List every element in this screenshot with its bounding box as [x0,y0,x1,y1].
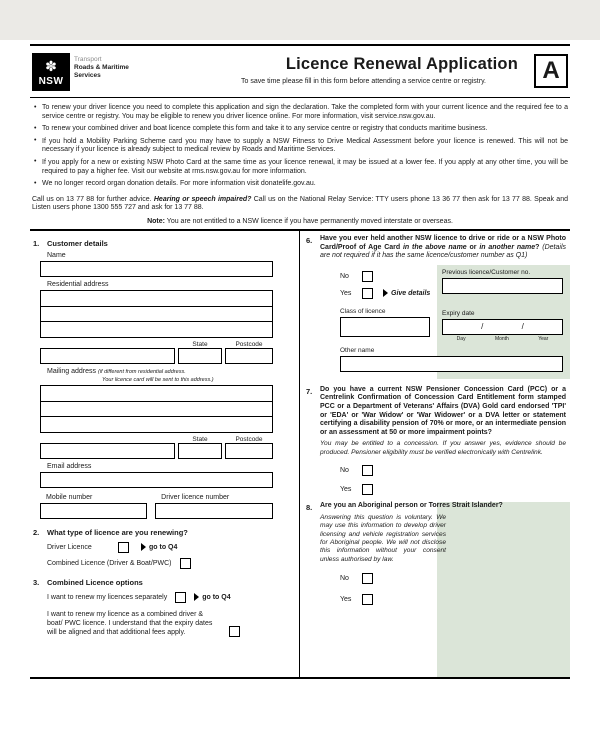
q7-no-label: No [340,467,349,475]
question-6 [306,235,570,379]
q7-title: Do you have a current NSW Pensioner Concession Card (PCC) or a Centrelink Confirmation of Concession Card Entitlement form stamped PCC or a Department of Veterans' Affairs (DVA) Gold card endorsed 'TPI' or 'EDA' or 'War Widow' or 'War Widower' or a DVA letter or statement certifying a disability pension of 70% or more, or an intermediate pension or an assessment at 50 or more impairment points? [320,385,566,436]
driver-licence-checkbox[interactable] [118,542,129,553]
previous-licence-input[interactable] [442,278,563,294]
logo-org-text [74,53,129,91]
q6-no-checkbox[interactable] [362,271,373,282]
logo-line-services: Services [74,72,101,79]
q6-number: 6. [306,235,313,245]
email-input[interactable] [40,472,273,488]
q7-yes-label: Yes [340,486,352,494]
q8-yes-label: Yes [340,596,352,604]
state-label: State [192,340,208,348]
q7-note: You may be entitled to a concession. If you answer yes, evidence should be produced. Pensioner eligibility must be verified electronically with Centrelink. [320,440,566,456]
form-header [30,46,570,98]
address-line[interactable] [41,417,272,432]
waratah-icon [45,58,57,76]
q3-header [33,578,273,587]
nsw-logo-text: NSW [38,75,64,87]
q8-no-row [340,573,570,584]
q1-title: Customer details [47,238,108,248]
mobile-number-input[interactable] [40,503,147,519]
call-us-text-2: Call us on the National Relay Service: TTY users phone 13 36 77 then ask for 13 77 88. Speak and Listen users phone 1300 555 727 and ask for 13 77 88. [32,195,568,212]
residential-address-label: Residential address [47,280,109,288]
state-label: State [192,435,208,443]
mailing-address-label: Mailing address [47,367,97,375]
driver-licence-number-input[interactable] [155,503,273,519]
bullet-photo-card: • If you apply for a new or existing NSW Photo Card at the same time as your licence renewal, it may be issued at a lower fee. If you apply at any other time, you will be required to pay a higher fee. Visit our website at rms.nsw.gov.au for more information. [32,159,568,176]
q2-number: 2. [33,527,40,537]
mailing-postcode-input[interactable] [225,443,273,459]
mobile-label: Mobile number [46,493,93,501]
give-details [383,289,430,297]
mailing-suburb-row [40,443,273,459]
bullet-renew-driver-licence: • To renew your driver licence you need to complete this application and sign the declaration. Take the completed form with your current licence and the required fee to a service centre or registry. You may be eligible to renew you driver licence online. For more information, visit service.nsw.gov.au. [32,104,568,121]
q3-title: Combined Licence options [47,577,143,587]
q6-fields [320,265,570,379]
q8-yes-row [340,594,570,605]
q6-title-note: (Details are not required if it has the same licence/customer number as Q1) [320,243,567,260]
expiry-date-input[interactable] [442,319,563,335]
q6-title-em2: in another name [479,243,536,251]
q6-yes-label: Yes [340,289,352,297]
other-name-input[interactable] [340,356,563,372]
driver-licence-number-label: Driver licence number [161,493,230,501]
goto-q4-label: go to Q4 [149,543,178,551]
q6-title-em1: in the above name [402,243,467,251]
q8-number: 8. [306,503,313,513]
goto-arrow-icon [194,593,199,601]
q2-header [33,528,273,537]
day-month-year-labels [442,336,563,342]
address-line[interactable] [41,386,272,402]
form-letter-badge: A [534,54,568,88]
right-column [300,231,570,677]
note-line [30,217,570,229]
give-details-label: Give details [391,289,431,297]
address-line[interactable] [41,402,272,418]
q7-no-row [340,465,570,476]
goto-q4 [141,543,177,551]
goto-q4 [194,593,230,601]
mailing-state-postcode-labels [40,436,273,443]
renew-separately-checkbox[interactable] [175,592,186,603]
page-top-band [0,0,600,40]
call-us-text-1: Call us on 13 77 88 for further advice. [32,195,154,203]
rms-logo [32,53,129,91]
goto-arrow-icon [383,289,388,297]
postcode-label: Postcode [235,340,263,348]
renew-combined-checkbox[interactable] [229,626,240,637]
combined-licence-checkbox[interactable] [180,558,191,569]
name-input[interactable] [40,261,273,277]
driver-licence-label: Driver Licence [47,543,92,551]
q6-title-mid: or [466,243,480,251]
other-name-label: Other name [340,346,375,354]
residential-suburb-input[interactable] [40,348,175,364]
residential-postcode-input[interactable] [225,348,273,364]
class-of-licence-label: Class of licence [340,307,386,315]
goto-arrow-icon [141,543,146,551]
mailing-note-line1: (if different from residential address. [97,368,186,375]
hearing-impaired-text: Hearing or speech impaired? [153,195,252,203]
bullet-mobility-parking: • If you hold a Mobility Parking Scheme card you may have to supply a NSW Fitness to Drive Medical Assessment before your licence is renewed. This will not be necessary if your licence is already subject to medical review by Roads and Maritime Services. [32,138,568,155]
q6-title [320,235,570,261]
q1-header [33,239,273,248]
renew-combined-label: I want to renew my licence as a combined driver & boat/ PWC licence. I understand that the expiry dates will be aligned and that additional fees apply. [47,610,213,636]
driver-licence-option [47,542,273,553]
email-label: Email address [47,462,92,470]
q6-yes-row [340,288,437,299]
q6-title-text: Have you ever held another NSW licence to drive or ride or a NSW Photo Card/Proof of Age Card [320,234,566,251]
residential-suburb-row [40,348,273,364]
address-line[interactable] [41,291,272,307]
licence-renewal-form [30,44,570,679]
date-slash: / [481,322,484,332]
renew-combined-option [47,610,273,637]
q7-yes-checkbox[interactable] [362,484,373,495]
class-of-licence-input[interactable] [340,317,430,337]
note-text: You are not entitled to a NSW licence if you have permanently moved interstate or overseas. [164,217,453,225]
q2-title: What type of licence are you renewing? [47,527,188,537]
q8-no-checkbox[interactable] [362,573,373,584]
q8-no-label: No [340,575,349,583]
year-label: Year [538,335,549,342]
mailing-state-input[interactable] [178,443,222,459]
q8-yes-checkbox[interactable] [362,594,373,605]
q8-title: Are you an Aboriginal person or Torres Strait Islander? [320,502,503,510]
left-column [30,231,300,677]
q7-yes-row [340,484,570,495]
question-8 [306,502,570,677]
q6-no-label: No [340,272,349,280]
call-us-paragraph [30,195,570,217]
bullet-organ-donation: • We no longer record organ donation details. For more information visit donatelife.gov.au. [32,180,568,189]
intro-bullet-list [30,98,570,195]
combined-licence-label: Combined Licence (Driver & Boat/PWC) [47,559,172,567]
form-title: Licence Renewal Application [285,55,518,73]
residential-state-postcode-labels [40,341,273,348]
mailing-note-line2: Your licence card will be sent to this address.) [102,376,214,383]
name-label: Name [47,251,66,259]
combined-licence-option [47,558,273,569]
residential-address-input[interactable] [40,290,273,338]
q1-number: 1. [33,238,40,248]
q7-number: 7. [306,386,313,396]
day-label: Day [456,335,466,342]
header-title-block [129,53,528,85]
mailing-suburb-input[interactable] [40,443,175,459]
renew-separately-option [47,592,273,603]
residential-state-input[interactable] [178,348,222,364]
nsw-logo-box [32,53,70,91]
form-body [30,231,570,679]
q6-title-q: ? [535,243,543,251]
logo-line-transport: Transport [74,56,102,63]
goto-q4-label: go to Q4 [202,593,231,601]
bullet-combined-licence: • To renew your combined driver and boat licence complete this form and take it to any service centre or registry that conducts maritime business. [32,125,568,134]
address-line[interactable] [41,307,272,323]
month-label: Month [494,335,509,342]
mailing-address-input[interactable] [40,385,273,433]
q6-no-row [340,271,437,282]
date-slash: / [521,322,524,332]
q3-number: 3. [33,577,40,587]
q6-yes-checkbox[interactable] [362,288,373,299]
q7-no-checkbox[interactable] [362,465,373,476]
previous-licence-label: Previous licence/Customer no. [442,268,531,276]
question-7 [306,386,570,495]
note-label: Note: [147,217,165,225]
postcode-label: Postcode [235,435,263,443]
mailing-address-label-row [47,368,273,375]
q8-note: Answering this question is voluntary. We may use this information to develop driver licensing and vehicle registration services for Aboriginal people. We will not disclose this information without your consent unless authorised by law. [320,513,446,563]
expiry-date-label: Expiry date [442,309,475,317]
logo-line-roads-maritime: Roads & Maritime [74,64,129,71]
form-subtitle: To save time please fill in this form before attending a service centre or registry. [241,78,486,85]
phone-licence-row [40,491,273,519]
renew-separately-label: I want to renew my licences separately [47,593,168,601]
address-line[interactable] [41,322,272,337]
